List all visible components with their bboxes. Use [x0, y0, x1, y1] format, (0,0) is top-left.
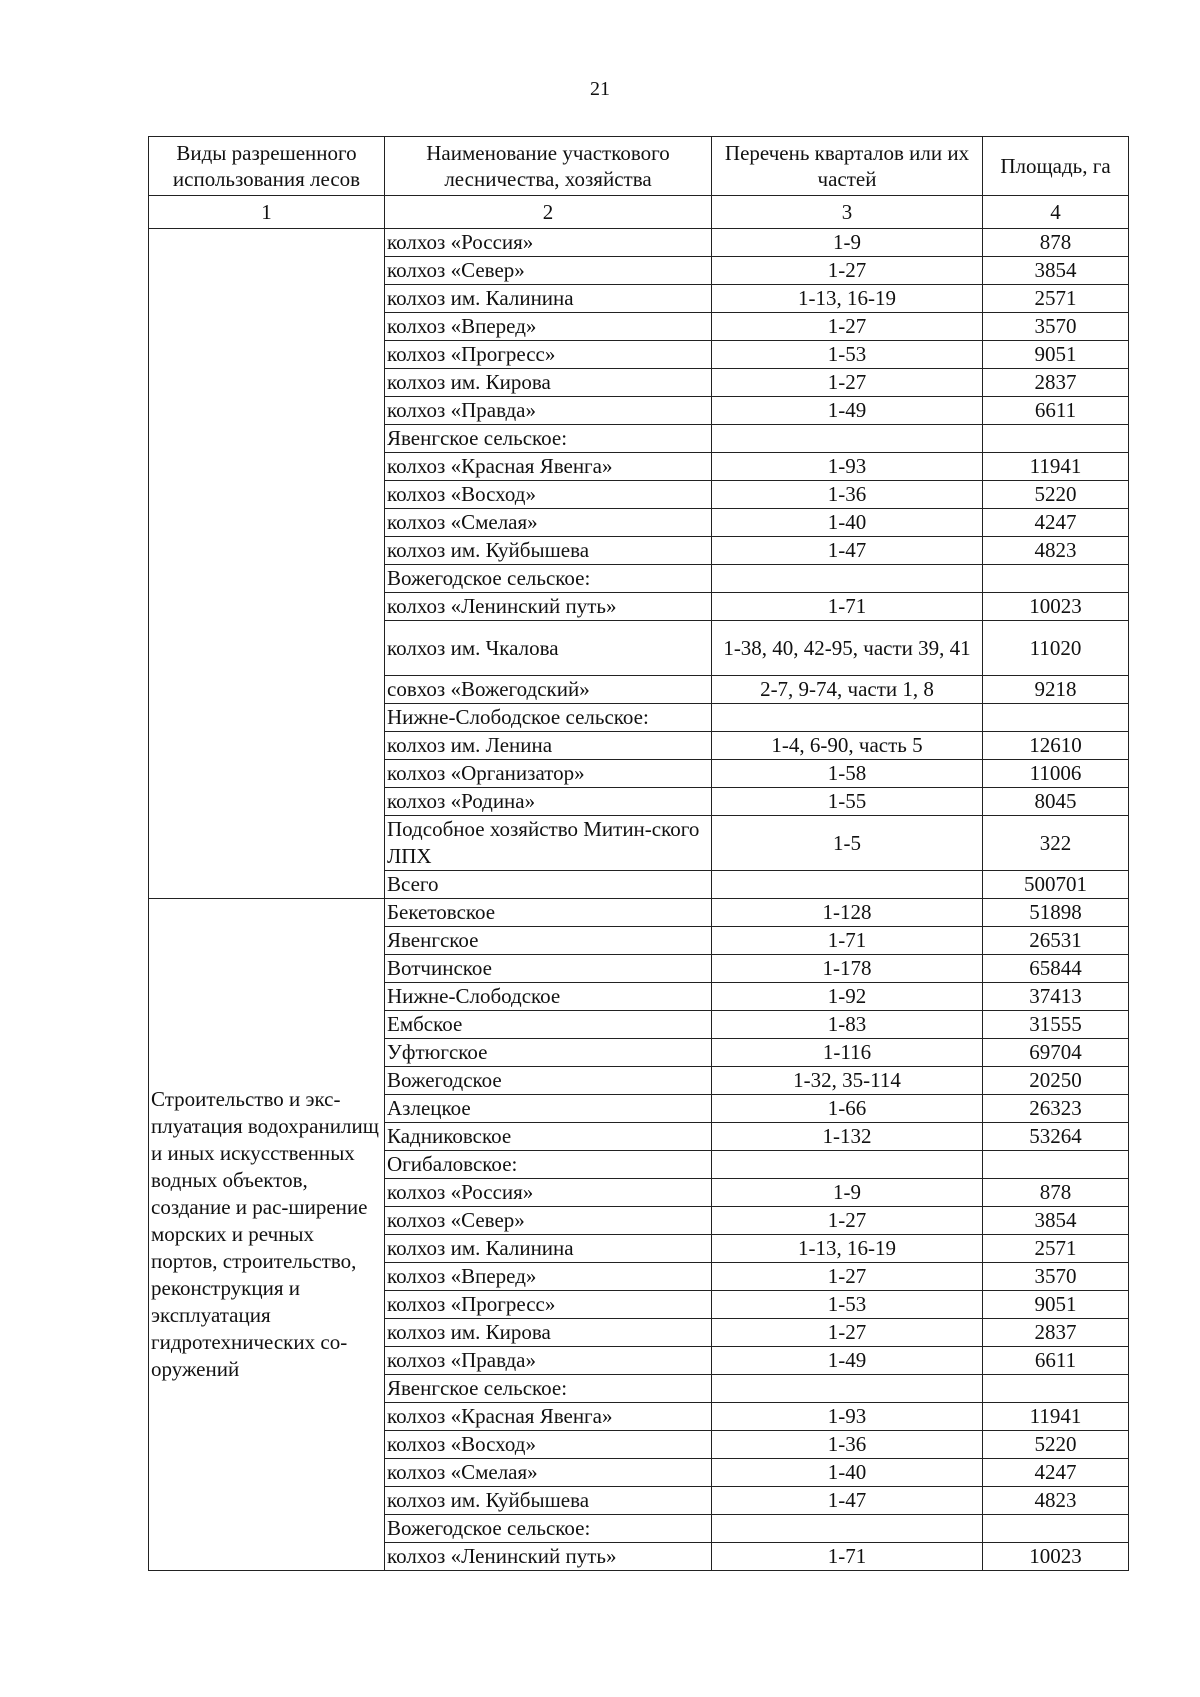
forestry-name-cell: колхоз «Правда» [385, 397, 712, 425]
table-row [149, 229, 1129, 257]
forestry-name-cell: колхоз «Ленинский путь» [385, 593, 712, 621]
usage-type-cell [149, 229, 385, 899]
quarters-cell: 1-36 [712, 481, 983, 509]
quarters-cell: 2-7, 9-74, части 1, 8 [712, 676, 983, 704]
forestry-name-cell: Вожегодское [385, 1067, 712, 1095]
quarters-cell [712, 1375, 983, 1403]
forestry-name-cell: Явенгское сельское: [385, 425, 712, 453]
quarters-cell: 1-27 [712, 1263, 983, 1291]
area-cell [983, 1151, 1129, 1179]
area-cell: 5220 [983, 481, 1129, 509]
forestry-name-cell: колхоз «Смелая» [385, 509, 712, 537]
area-cell: 878 [983, 229, 1129, 257]
quarters-cell: 1-49 [712, 1347, 983, 1375]
area-cell: 6611 [983, 1347, 1129, 1375]
quarters-cell: 1-40 [712, 1459, 983, 1487]
column-number: 2 [385, 196, 712, 229]
column-number: 1 [149, 196, 385, 229]
column-number-row [149, 196, 1129, 229]
quarters-cell: 1-178 [712, 955, 983, 983]
area-cell: 11941 [983, 453, 1129, 481]
quarters-cell: 1-53 [712, 341, 983, 369]
quarters-cell: 1-71 [712, 593, 983, 621]
quarters-cell: 1-93 [712, 453, 983, 481]
forestry-name-cell: Вожегодское сельское: [385, 565, 712, 593]
header-area: Площадь, га [983, 137, 1129, 196]
quarters-cell: 1-116 [712, 1039, 983, 1067]
area-cell: 4247 [983, 1459, 1129, 1487]
area-cell: 9218 [983, 676, 1129, 704]
forestry-name-cell: колхоз «Восход» [385, 1431, 712, 1459]
forestry-name-cell: колхоз «Красная Явенга» [385, 453, 712, 481]
forestry-name-cell: Всего [385, 871, 712, 899]
forest-use-table [148, 136, 1129, 1571]
quarters-cell [712, 425, 983, 453]
area-cell: 11006 [983, 760, 1129, 788]
quarters-cell: 1-27 [712, 1207, 983, 1235]
area-cell [983, 704, 1129, 732]
quarters-cell: 1-132 [712, 1123, 983, 1151]
area-cell: 11941 [983, 1403, 1129, 1431]
quarters-cell [712, 1515, 983, 1543]
forestry-name-cell: Подсобное хозяйство Митин-ского ЛПХ [385, 816, 712, 871]
header-usage-type: Виды разрешенного использования лесов [149, 137, 385, 196]
quarters-cell: 1-128 [712, 899, 983, 927]
forestry-name-cell: колхоз «Родина» [385, 788, 712, 816]
header-row [149, 137, 1129, 196]
area-cell: 2837 [983, 369, 1129, 397]
forestry-name-cell: колхоз им. Куйбышева [385, 1487, 712, 1515]
forestry-name-cell: колхоз «Смелая» [385, 1459, 712, 1487]
forestry-name-cell: Нижне-Слободское сельское: [385, 704, 712, 732]
quarters-cell: 1-66 [712, 1095, 983, 1123]
area-cell: 9051 [983, 341, 1129, 369]
forestry-name-cell: Вожегодское сельское: [385, 1515, 712, 1543]
area-cell: 500701 [983, 871, 1129, 899]
area-cell: 4823 [983, 1487, 1129, 1515]
quarters-cell: 1-27 [712, 1319, 983, 1347]
quarters-cell [712, 1151, 983, 1179]
area-cell: 10023 [983, 593, 1129, 621]
area-cell [983, 1515, 1129, 1543]
area-cell [983, 565, 1129, 593]
quarters-cell [712, 704, 983, 732]
area-cell: 12610 [983, 732, 1129, 760]
table-row [149, 899, 1129, 927]
forestry-name-cell: Ембское [385, 1011, 712, 1039]
quarters-cell: 1-83 [712, 1011, 983, 1039]
forestry-name-cell: Кадниковское [385, 1123, 712, 1151]
area-cell: 65844 [983, 955, 1129, 983]
area-cell: 2837 [983, 1319, 1129, 1347]
forestry-name-cell: Вотчинское [385, 955, 712, 983]
area-cell: 878 [983, 1179, 1129, 1207]
forestry-name-cell: Огибаловское: [385, 1151, 712, 1179]
area-cell: 9051 [983, 1291, 1129, 1319]
forestry-name-cell: колхоз «Правда» [385, 1347, 712, 1375]
area-cell: 4247 [983, 509, 1129, 537]
forestry-name-cell: колхоз «Вперед» [385, 313, 712, 341]
forestry-name-cell: колхоз «Красная Явенга» [385, 1403, 712, 1431]
forestry-name-cell: колхоз «Север» [385, 257, 712, 285]
forestry-name-cell: колхоз им. Чкалова [385, 621, 712, 676]
forestry-name-cell: колхоз «Прогресс» [385, 341, 712, 369]
quarters-cell: 1-93 [712, 1403, 983, 1431]
usage-type-cell: Строительство и экс-плуатация водохранилищ и иных искусственных водных объектов, создание и рас-ширение морских и речных портов, строительство, реконструкция и эксплуатация гидротехнических со-оружений [149, 899, 385, 1571]
forestry-name-cell: колхоз им. Кирова [385, 369, 712, 397]
header-quarters: Перечень кварталов или их частей [712, 137, 983, 196]
quarters-cell: 1-4, 6-90, часть 5 [712, 732, 983, 760]
forestry-name-cell: Явенгское [385, 927, 712, 955]
quarters-cell: 1-49 [712, 397, 983, 425]
forestry-name-cell: колхоз им. Ленина [385, 732, 712, 760]
quarters-cell: 1-27 [712, 257, 983, 285]
area-cell: 37413 [983, 983, 1129, 1011]
quarters-cell [712, 565, 983, 593]
quarters-cell: 1-47 [712, 537, 983, 565]
area-cell: 8045 [983, 788, 1129, 816]
quarters-cell: 1-27 [712, 313, 983, 341]
area-cell: 3570 [983, 313, 1129, 341]
area-cell: 6611 [983, 397, 1129, 425]
area-cell: 2571 [983, 285, 1129, 313]
area-cell: 11020 [983, 621, 1129, 676]
area-cell [983, 425, 1129, 453]
forestry-name-cell: Нижне-Слободское [385, 983, 712, 1011]
quarters-cell: 1-27 [712, 369, 983, 397]
forestry-name-cell: Азлецкое [385, 1095, 712, 1123]
area-cell: 4823 [983, 537, 1129, 565]
area-cell: 31555 [983, 1011, 1129, 1039]
forestry-name-cell: колхоз «Ленинский путь» [385, 1543, 712, 1571]
quarters-cell: 1-5 [712, 816, 983, 871]
forestry-name-cell: Бекетовское [385, 899, 712, 927]
area-cell: 3570 [983, 1263, 1129, 1291]
column-number: 3 [712, 196, 983, 229]
area-cell: 26323 [983, 1095, 1129, 1123]
forestry-name-cell: колхоз им. Кирова [385, 1319, 712, 1347]
forestry-name-cell: колхоз «Организатор» [385, 760, 712, 788]
quarters-cell: 1-47 [712, 1487, 983, 1515]
area-cell: 26531 [983, 927, 1129, 955]
forestry-name-cell: Явенгское сельское: [385, 1375, 712, 1403]
quarters-cell: 1-71 [712, 927, 983, 955]
quarters-cell: 1-32, 35-114 [712, 1067, 983, 1095]
quarters-cell: 1-13, 16-19 [712, 1235, 983, 1263]
forestry-name-cell: колхоз «Россия» [385, 1179, 712, 1207]
area-cell: 2571 [983, 1235, 1129, 1263]
forestry-name-cell: колхоз им. Калинина [385, 1235, 712, 1263]
forestry-name-cell: колхоз «Север» [385, 1207, 712, 1235]
quarters-cell: 1-13, 16-19 [712, 285, 983, 313]
forestry-name-cell: совхоз «Вожегодский» [385, 676, 712, 704]
area-cell: 3854 [983, 257, 1129, 285]
forestry-name-cell: колхоз «Вперед» [385, 1263, 712, 1291]
quarters-cell: 1-36 [712, 1431, 983, 1459]
quarters-cell: 1-58 [712, 760, 983, 788]
area-cell: 10023 [983, 1543, 1129, 1571]
area-cell: 322 [983, 816, 1129, 871]
area-cell: 51898 [983, 899, 1129, 927]
quarters-cell: 1-55 [712, 788, 983, 816]
area-cell: 3854 [983, 1207, 1129, 1235]
quarters-cell: 1-9 [712, 1179, 983, 1207]
forestry-name-cell: колхоз им. Куйбышева [385, 537, 712, 565]
forestry-name-cell: колхоз «Прогресс» [385, 1291, 712, 1319]
quarters-cell: 1-40 [712, 509, 983, 537]
quarters-cell: 1-53 [712, 1291, 983, 1319]
column-number: 4 [983, 196, 1129, 229]
forestry-name-cell: Уфтюгское [385, 1039, 712, 1067]
quarters-cell: 1-38, 40, 42-95, части 39, 41 [712, 621, 983, 676]
quarters-cell: 1-92 [712, 983, 983, 1011]
header-forestry-name: Наименование участкового лесничества, хозяйства [385, 137, 712, 196]
forestry-name-cell: колхоз «Восход» [385, 481, 712, 509]
area-cell: 20250 [983, 1067, 1129, 1095]
quarters-cell: 1-9 [712, 229, 983, 257]
area-cell: 53264 [983, 1123, 1129, 1151]
forestry-name-cell: колхоз «Россия» [385, 229, 712, 257]
area-cell: 69704 [983, 1039, 1129, 1067]
page-number: 21 [590, 78, 610, 100]
quarters-cell [712, 871, 983, 899]
area-cell: 5220 [983, 1431, 1129, 1459]
quarters-cell: 1-71 [712, 1543, 983, 1571]
forestry-name-cell: колхоз им. Калинина [385, 285, 712, 313]
area-cell [983, 1375, 1129, 1403]
